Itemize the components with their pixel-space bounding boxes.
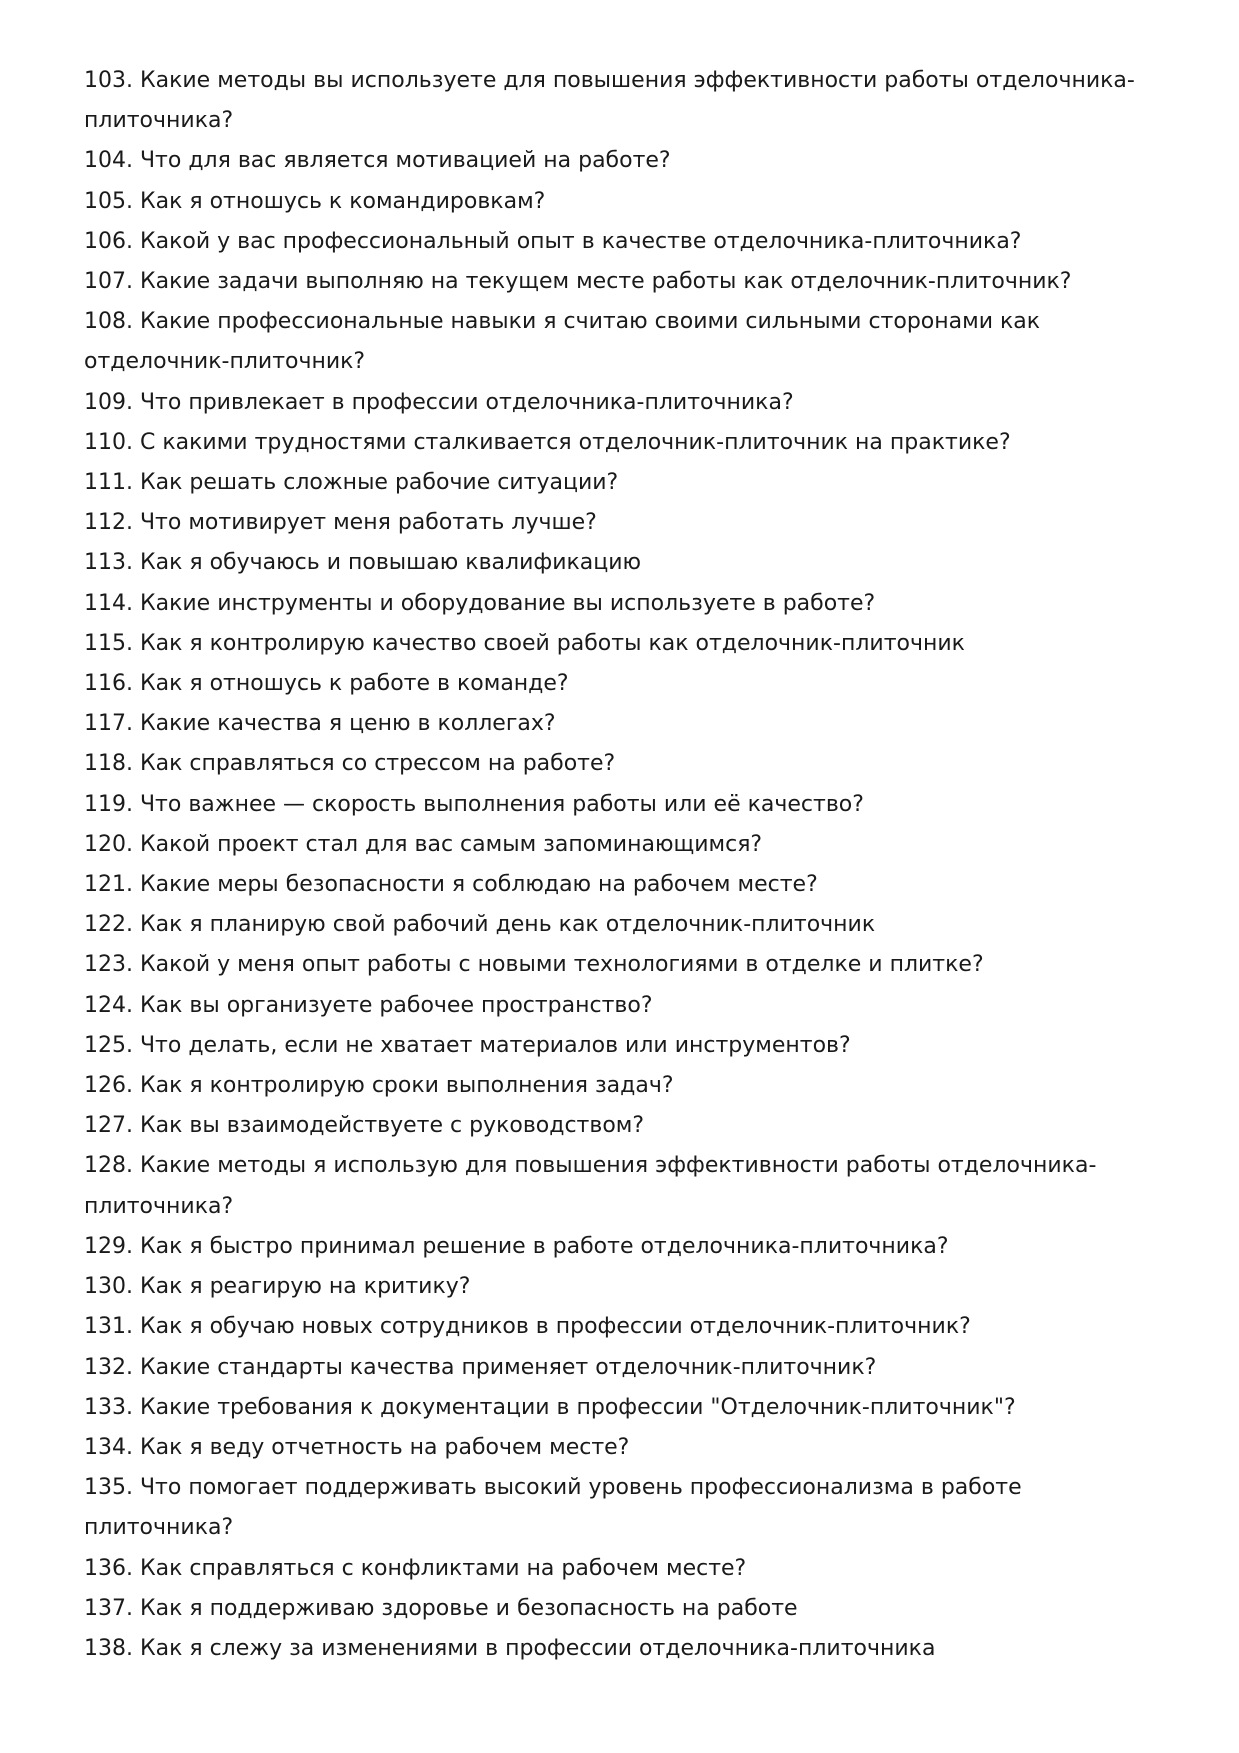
line-text: 131. Как я обучаю новых сотрудников в профессии отделочник-плиточник? — [84, 1314, 971, 1340]
list-item — [84, 945, 1164, 985]
list-item — [84, 1267, 1164, 1307]
list-item — [84, 785, 1164, 825]
line-text: 114. Какие инструменты и оборудование вы используете в работе? — [84, 590, 876, 616]
line-text: 116. Как я отношусь к работе в команде? — [84, 671, 569, 697]
line-text: 127. Как вы взаимодействуете с руководством? — [84, 1113, 645, 1139]
line-text: 128. Какие методы я использую для повышения эффективности работы отделочника- — [84, 1153, 1097, 1179]
list-item — [84, 182, 1164, 222]
line-text: 137. Как я поддерживаю здоровье и безопасность на работе — [84, 1595, 798, 1621]
line-text: 122. Как я планирую свой рабочий день как отделочник-плиточник — [84, 912, 876, 938]
list-item — [84, 1549, 1164, 1589]
line-text: отделочник-плиточник? — [84, 349, 366, 375]
list-item — [84, 905, 1164, 945]
list-item — [84, 61, 1164, 101]
list-item — [84, 262, 1164, 302]
line-text: 121. Какие меры безопасности я соблюдаю на рабочем месте? — [84, 872, 818, 898]
list-item — [84, 423, 1164, 463]
line-text: 115. Как я контролирую качество своей работы как отделочник-плиточник — [84, 630, 965, 656]
line-text: 138. Как я слежу за изменениями в профессии отделочника-плиточника — [84, 1635, 936, 1661]
line-text: 129. Как я быстро принимал решение в работе отделочника-плиточника? — [84, 1233, 949, 1259]
list-item — [84, 1468, 1164, 1508]
line-text: 108. Какие профессиональные навыки я считаю своими сильными сторонами как — [84, 309, 1041, 335]
list-item — [84, 1066, 1164, 1106]
line-text: 104. Что для вас является мотивацией на работе? — [84, 148, 671, 174]
list-item — [84, 463, 1164, 503]
line-text: 120. Какой проект стал для вас самым запоминающимся? — [84, 831, 763, 857]
list-item — [84, 704, 1164, 744]
line-text: 113. Как я обучаюсь и повышаю квалификацию — [84, 550, 642, 576]
line-text: 109. Что привлекает в профессии отделочника-плиточника? — [84, 389, 794, 415]
list-item — [84, 302, 1164, 342]
list-item — [84, 664, 1164, 704]
list-item — [84, 1106, 1164, 1146]
line-text: 103. Какие методы вы используете для повышения эффективности работы отделочника- — [84, 68, 1135, 93]
line-text: 134. Как я веду отчетность на рабочем месте? — [84, 1434, 630, 1460]
line-text: 132. Какие стандарты качества применяет отделочник-плиточник? — [84, 1354, 877, 1380]
list-item — [84, 825, 1164, 865]
list-item — [84, 342, 1164, 382]
list-item — [84, 1589, 1164, 1629]
list-item — [84, 1026, 1164, 1066]
line-text: 105. Как я отношусь к командировкам? — [84, 188, 546, 214]
list-item — [84, 1428, 1164, 1468]
list-item — [84, 624, 1164, 664]
list-item — [84, 865, 1164, 905]
list-item — [84, 1187, 1164, 1227]
line-text: 117. Какие качества я ценю в коллегах? — [84, 711, 556, 737]
list-item — [84, 1348, 1164, 1388]
line-text: 112. Что мотивирует меня работать лучше? — [84, 510, 597, 536]
line-text: 126. Как я контролирую сроки выполнения задач? — [84, 1073, 674, 1099]
list-item — [84, 1508, 1164, 1548]
line-text: плиточника? — [84, 108, 234, 134]
list-item — [84, 543, 1164, 583]
question-list — [84, 61, 1164, 1669]
list-item — [84, 141, 1164, 181]
list-item — [84, 1307, 1164, 1347]
list-item — [84, 1629, 1164, 1669]
line-text: 107. Какие задачи выполняю на текущем месте работы как отделочник-плиточник? — [84, 269, 1072, 295]
line-text: 136. Как справляться с конфликтами на рабочем месте? — [84, 1555, 747, 1581]
line-text: 124. Как вы организуете рабочее пространство? — [84, 992, 653, 1018]
line-text: 135. Что помогает поддерживать высокий уровень профессионализма в работе — [84, 1475, 1022, 1501]
line-text: 118. Как справляться со стрессом на работе? — [84, 751, 616, 777]
line-text: 125. Что делать, если не хватает материалов или инструментов? — [84, 1032, 851, 1058]
line-text: 119. Что важнее — скорость выполнения работы или её качество? — [84, 791, 864, 817]
list-item — [84, 986, 1164, 1026]
line-text: 111. Как решать сложные рабочие ситуации? — [84, 470, 619, 496]
list-item — [84, 1146, 1164, 1186]
list-item — [84, 383, 1164, 423]
list-item — [84, 1227, 1164, 1267]
line-text: плиточника? — [84, 1193, 234, 1219]
line-text: плиточника? — [84, 1515, 234, 1541]
list-item — [84, 222, 1164, 262]
list-item — [84, 503, 1164, 543]
line-text: 130. Как я реагирую на критику? — [84, 1274, 471, 1300]
line-text: 123. Какой у меня опыт работы с новыми технологиями в отделке и плитке? — [84, 952, 984, 978]
line-text: 110. С какими трудностями сталкивается отделочник-плиточник на практике? — [84, 429, 1011, 455]
list-item — [84, 584, 1164, 624]
list-item — [84, 101, 1164, 141]
line-text: 133. Какие требования к документации в профессии "Отделочник-плиточник"? — [84, 1394, 1016, 1420]
line-text: 106. Какой у вас профессиональный опыт в качестве отделочника-плиточника? — [84, 228, 1022, 254]
list-item — [84, 1388, 1164, 1428]
list-item — [84, 744, 1164, 784]
